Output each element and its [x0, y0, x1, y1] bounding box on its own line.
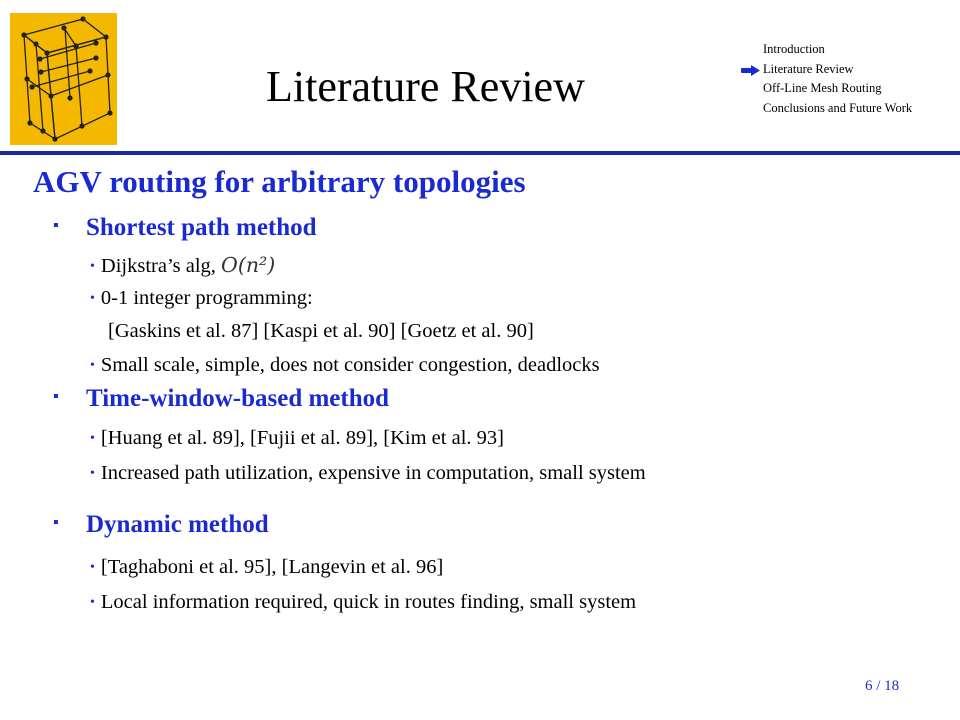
list-item: • [Huang et al. 89], [Fujii et al. 89], [Kim et al. 93]	[90, 427, 504, 449]
bullet-dot-icon: •	[90, 595, 95, 610]
nav-item-literature-review[interactable]	[763, 60, 912, 80]
mesh-cube-icon	[10, 13, 117, 145]
bullet-dot-icon: •	[90, 291, 95, 306]
list-item: • Increased path utilization, expensive in computation, small system	[90, 462, 646, 484]
page-number: 6 / 18	[865, 678, 900, 694]
square-bullet-icon: ▪	[53, 388, 59, 406]
bullet-dot-icon: •	[90, 358, 95, 373]
current-section-arrow-icon	[741, 65, 760, 76]
bullet-dot-icon: •	[90, 259, 95, 274]
complexity-formula: O(n²)	[221, 253, 276, 277]
square-bullet-icon: ▪	[53, 217, 59, 235]
content-heading: AGV routing for arbitrary topologies	[33, 164, 526, 199]
mesh-cube-logo	[10, 13, 117, 145]
section-title: Shortest path method	[86, 214, 317, 241]
list-item: • Dijkstra’s alg, O(n²)	[90, 253, 276, 277]
section-title: Dynamic method	[86, 511, 269, 538]
nav-item-conclusions[interactable]: Conclusions and Future Work	[763, 100, 913, 115]
list-item: • Local information required, quick in routes finding, small system	[90, 591, 637, 613]
section-dynamic	[53, 511, 269, 539]
list-item: • 0-1 integer programming:	[90, 287, 313, 309]
bullet-dot-icon: •	[90, 560, 95, 575]
bullet-dot-icon: •	[90, 466, 95, 481]
list-item-continuation: [Gaskins et al. 87] [Kaspi et al. 90] [Goetz et al. 90]	[108, 320, 534, 342]
section-time-window	[53, 385, 389, 413]
nav-item-introduction[interactable]: Introduction	[763, 42, 825, 56]
bullet-dot-icon: •	[90, 431, 95, 446]
section-title: Time-window-based method	[86, 385, 390, 412]
square-bullet-icon: ▪	[53, 514, 59, 532]
nav-item-off-line-mesh-routing[interactable]: Off-Line Mesh Routing	[763, 81, 882, 96]
title-divider	[0, 151, 960, 155]
slide-title: Literature Review	[266, 62, 585, 111]
section-nav	[763, 40, 912, 118]
list-item: • Small scale, simple, does not consider congestion, deadlocks	[90, 354, 600, 376]
section-shortest-path	[53, 214, 317, 242]
list-item: • [Taghaboni et al. 95], [Langevin et al. 96]	[90, 556, 444, 578]
nav-item-label: Literature Review	[763, 61, 854, 76]
